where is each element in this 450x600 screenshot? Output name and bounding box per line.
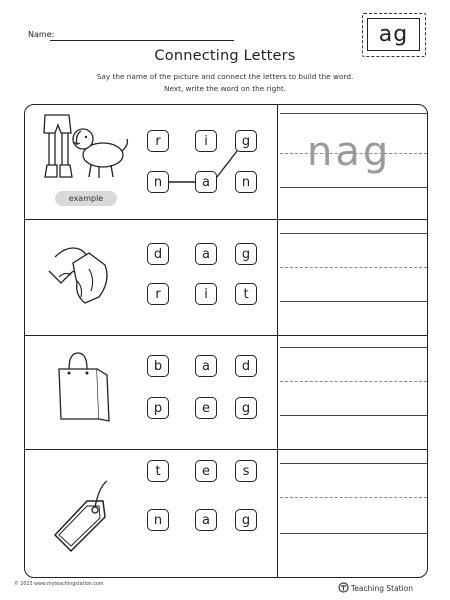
letter-tile[interactable]: g	[235, 130, 257, 152]
copyright-text: © 2023 www.myteachingstation.com	[14, 582, 104, 587]
letter-tile[interactable]: i	[195, 283, 217, 305]
dog-and-legs-icon	[25, 105, 135, 195]
letter-tile[interactable]: a	[195, 509, 217, 531]
letter-tile[interactable]: e	[195, 397, 217, 419]
page-title: Connecting Letters	[154, 48, 296, 64]
letter-tile[interactable]: p	[147, 397, 169, 419]
letter-tile[interactable]: d	[235, 355, 257, 377]
letter-tile[interactable]: n	[235, 171, 257, 193]
letter-tile[interactable]: g	[235, 397, 257, 419]
letter-tile[interactable]: i	[195, 130, 217, 152]
writing-line-top	[280, 233, 427, 234]
shopping-bag-icon	[25, 335, 135, 449]
writing-line-top	[280, 347, 427, 348]
letter-tile[interactable]: b	[147, 355, 169, 377]
example-tag: example	[55, 191, 117, 206]
letter-tile[interactable]: g	[235, 509, 257, 531]
worksheet-grid	[24, 104, 428, 578]
traced-word: nag	[307, 129, 392, 175]
letter-tile[interactable]: d	[147, 243, 169, 265]
letter-tile[interactable]: a	[195, 243, 217, 265]
letter-tile[interactable]: n	[147, 509, 169, 531]
writing-line-base	[280, 415, 427, 416]
name-label: Name:	[28, 30, 55, 39]
brand-name: Teaching Station	[351, 584, 414, 593]
letter-tile[interactable]: e	[195, 460, 217, 482]
writing-line-top	[280, 113, 427, 114]
writing-line-base	[280, 187, 427, 188]
writing-line-base	[280, 301, 427, 302]
letter-tile[interactable]: n	[147, 171, 169, 193]
letter-tile[interactable]: r	[147, 130, 169, 152]
writing-line-mid	[280, 267, 427, 268]
letter-tile[interactable]: t	[147, 460, 169, 482]
teaching-station-logo-icon	[338, 582, 349, 593]
writing-line-mid	[280, 497, 427, 498]
word-family-text: ag	[367, 18, 420, 51]
price-tag-icon	[25, 449, 135, 577]
letter-tile[interactable]: r	[147, 283, 169, 305]
letter-tile[interactable]: a	[195, 171, 217, 193]
letter-tile[interactable]: s	[235, 460, 257, 482]
writing-line-mid	[280, 381, 427, 382]
letter-tile[interactable]: a	[195, 355, 217, 377]
instruction-line-1: Say the name of the picture and connect the letters to build the word.	[96, 72, 354, 81]
name-field	[28, 30, 54, 39]
instruction-line-2: Next, write the word on the right.	[163, 84, 287, 93]
writing-line-top	[280, 463, 427, 464]
name-line	[50, 40, 234, 41]
writing-line-base	[280, 533, 427, 534]
column-divider	[277, 105, 278, 577]
hand-with-rag-icon	[25, 219, 135, 335]
letter-tile[interactable]: t	[235, 283, 257, 305]
letter-tile[interactable]: g	[235, 243, 257, 265]
